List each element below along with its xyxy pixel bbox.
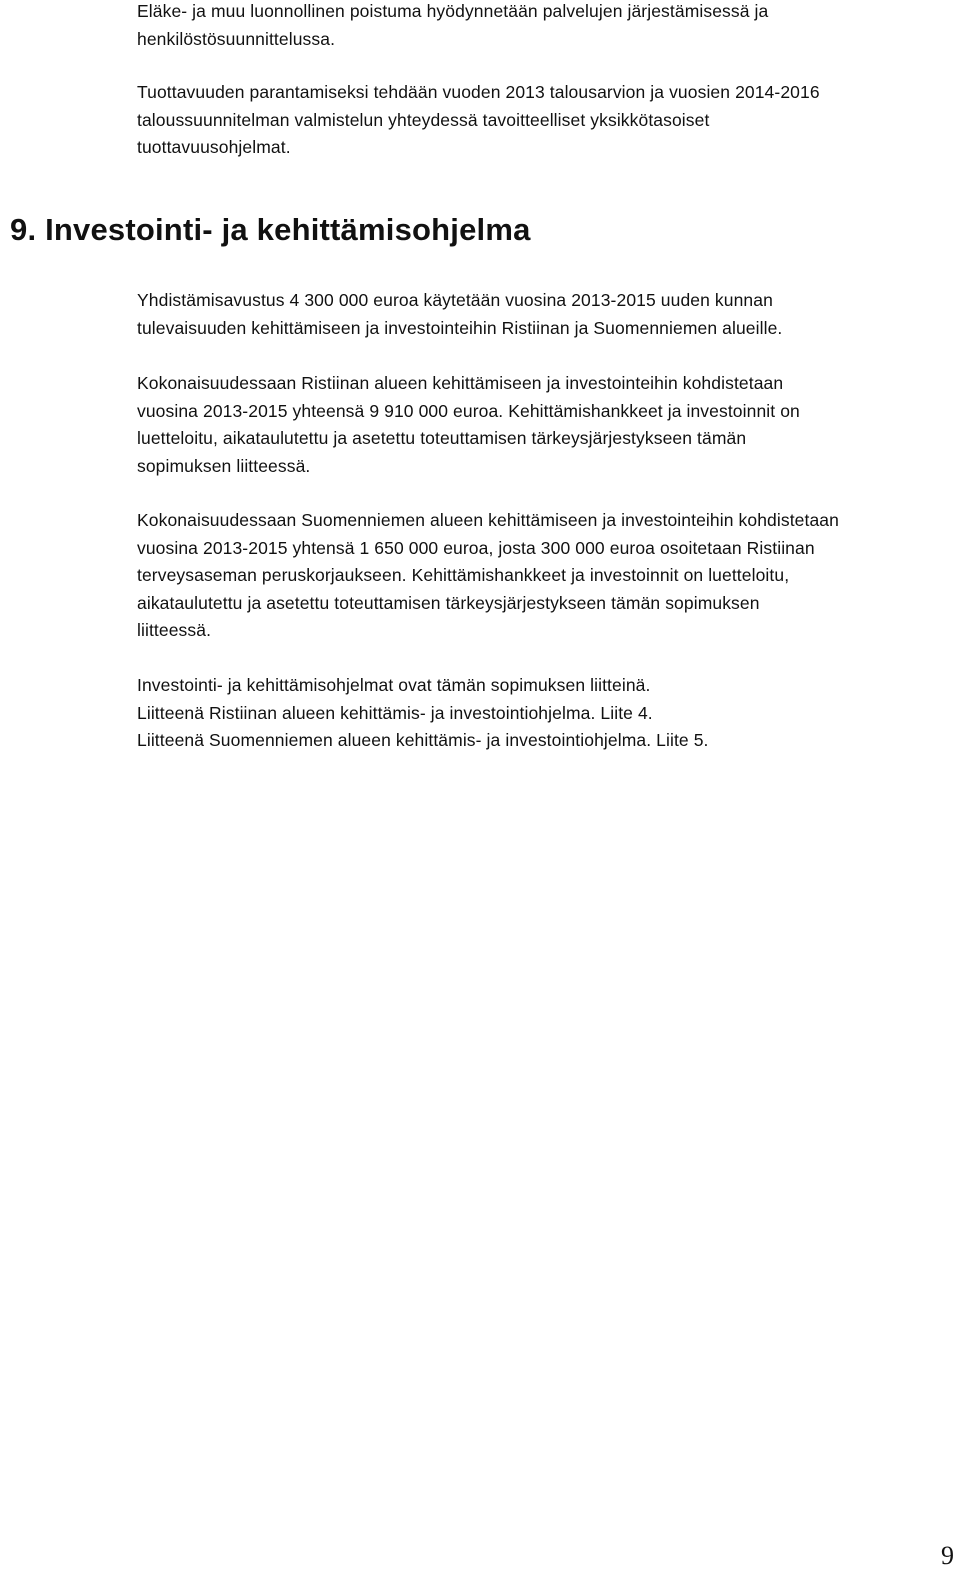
text-line: Liitteenä Suomenniemen alueen kehittämis- ja investointiohjelma. Liite 5. [137, 730, 709, 750]
text-line: Investointi- ja kehittämisohjelmat ovat tämän sopimuksen liitteinä. [137, 675, 651, 695]
text-line: tuottavuusohjelmat. [137, 137, 291, 157]
text-line: Kokonaisuudessaan Suomenniemen alueen kehittämiseen ja investointeihin kohdistetaan [137, 510, 839, 530]
text-line: Liitteenä Ristiinan alueen kehittämis- ja investointiohjelma. Liite 4. [137, 702, 653, 723]
text-line: Eläke- ja muu luonnollinen poistuma hyödynnetään palvelujen järjestämisessä ja [137, 1, 769, 21]
paragraph-suomenniemi-investments [137, 507, 955, 645]
text-line: aikataulutettu ja asetettu toteuttamisen tärkeysjärjestykseen tämän sopimuksen [137, 592, 760, 613]
text-line: vuosina 2013-2015 yhteensä 9 910 000 euroa. Kehittämishankkeet ja investoinnit on [137, 400, 800, 421]
text-line: Kokonaisuudessaan Ristiinan alueen kehittämiseen ja investointeihin kohdistetaan [137, 373, 784, 393]
text-line: Tuottavuuden parantamiseksi tehdään vuoden 2013 talousarvion ja vuosien 2014-2016 [137, 82, 820, 102]
paragraph-retirement [137, 0, 955, 53]
paragraph-productivity [137, 79, 955, 162]
section-heading: 9. Investointi- ja kehittämisohjelma [10, 212, 531, 247]
text-line: tulevaisuuden kehittämiseen ja investointeihin Ristiinan ja Suomenniemen alueille. [137, 317, 783, 338]
paragraph-merger-grant [137, 287, 955, 342]
paragraph-appendices [137, 672, 955, 755]
text-line: terveysaseman peruskorjaukseen. Kehittämishankkeet ja investoinnit on luetteloitu, [137, 565, 790, 585]
text-line: luetteloitu, aikataulutettu ja asetettu toteuttamisen tärkeysjärjestykseen tämän [137, 428, 747, 448]
text-line: taloussuunnitelman valmistelun yhteydessä tavoitteelliset yksikkötasoiset [137, 109, 710, 130]
text-line: Yhdistämisavustus 4 300 000 euroa käytetään vuosina 2013-2015 uuden kunnan [137, 290, 773, 310]
text-line: vuosina 2013-2015 yhtensä 1 650 000 euroa, josta 300 000 euroa osoitetaan Ristiinan [137, 537, 815, 558]
text-line: sopimuksen liitteessä. [137, 455, 311, 476]
text-line: henkilöstösuunnittelussa. [137, 28, 336, 49]
text-line: liitteessä. [137, 620, 212, 640]
page-number: 9 [941, 1541, 954, 1570]
paragraph-ristiina-investments [137, 370, 955, 480]
